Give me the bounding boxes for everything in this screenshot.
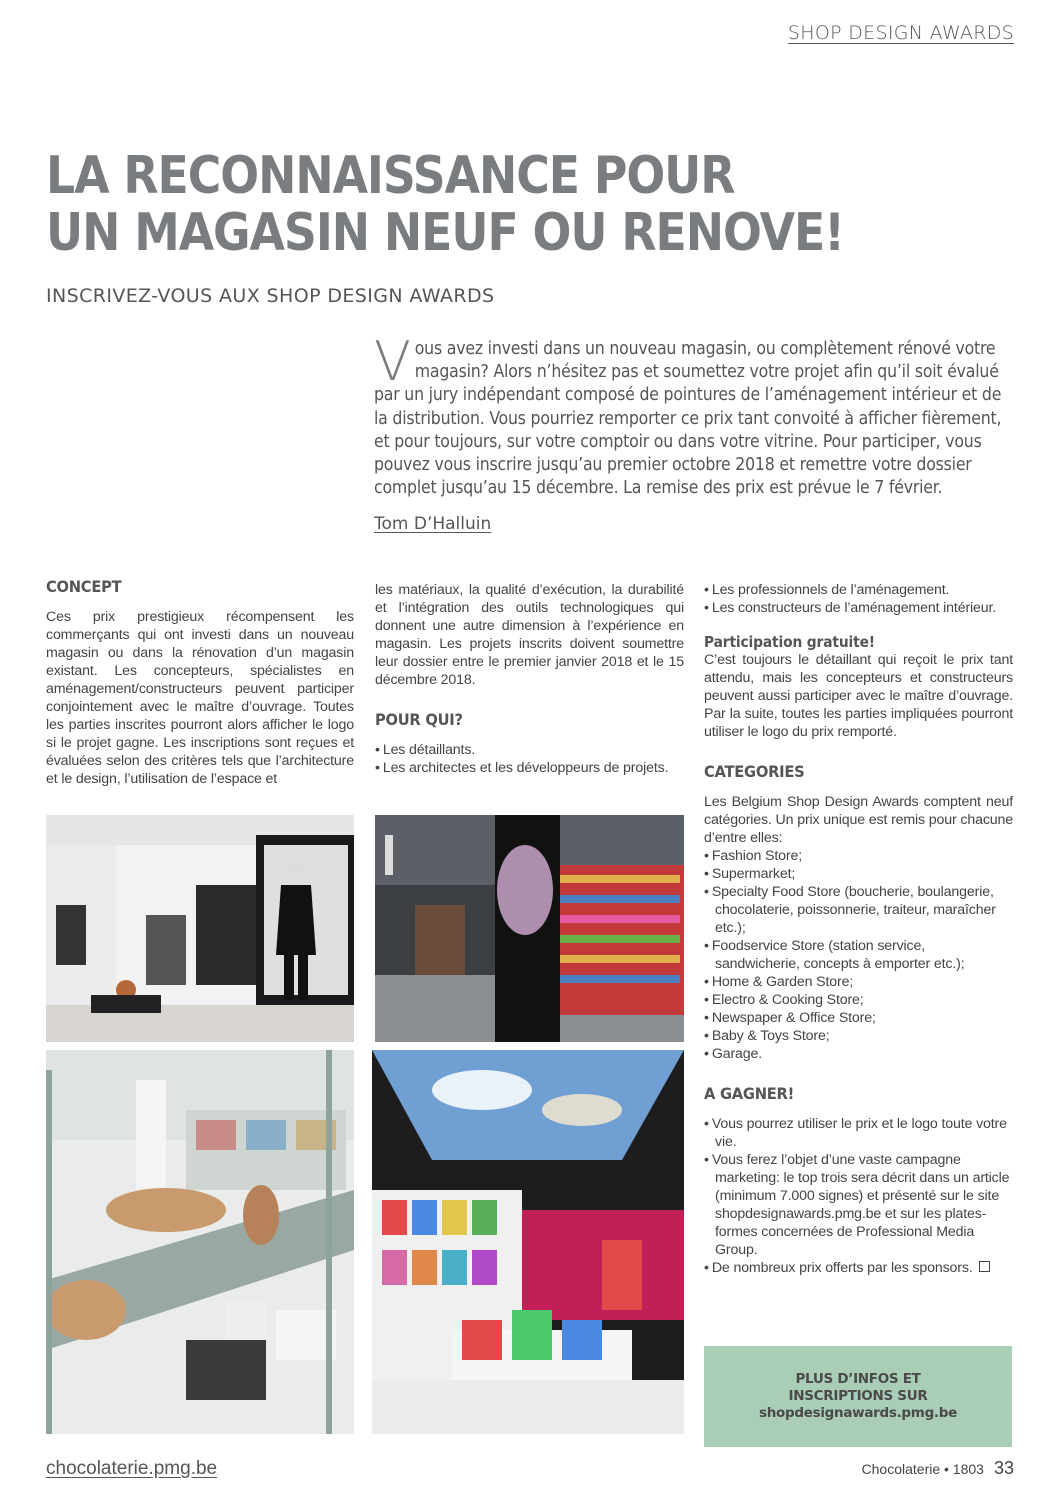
categories-heading: CATEGORIES	[704, 762, 805, 781]
list-item: • Baby & Toys Store;	[704, 1027, 1013, 1045]
photo-newspaper-store	[372, 1050, 684, 1434]
list-item: • Foodservice Store (station service, sandwicherie, concepts à emporter etc.);	[704, 937, 1013, 973]
info-box-url[interactable]: shopdesignawards.pmg.be	[759, 1405, 957, 1421]
footer-folio	[862, 1458, 1014, 1479]
pour-qui-heading: POUR QUI?	[375, 710, 463, 729]
magazine-issue: Chocolaterie • 1803	[861, 1461, 984, 1477]
list-item: • Supermarket;	[704, 865, 1013, 883]
categories-intro: Les Belgium Shop Design Awards comptent neuf catégories. Un prix unique est remis pour chacune d’entre elles:	[704, 794, 1013, 846]
intro-text: ous avez investi dans un nouveau magasin, ou complètement rénové votre magasin? Alors n’hésitez pas et soumettez votre projet afin qu’il soit évalué par un jury indépendant composé de pointures de l’aménagement intérieur et de la distribution. Vous pourriez remporter ce prix tant convoité à afficher fièrement, et pour toujours, sur votre comptoir ou dans votre vitrine. Pour participer, vous pouvez vous inscrire jusqu’au premier octobre 2018 et remettre votre dossier complet jusqu’au 15 décembre. La remise des prix est prévue le 7 février.	[374, 339, 1002, 499]
concept-text-continued: les matériaux, la qualité d’exécution, la durabilité et l’intégration des outils technologiques qui donnent une autre dimension à l’expérience en magasin. Les projets inscrits doivent soumettre leur dossier entre le premier janvier 2018 et le 15 décembre 2018.	[375, 582, 684, 688]
photo-home-store	[46, 1050, 354, 1434]
participation-heading: Participation gratuite!	[704, 633, 875, 651]
page-number: 33	[993, 1458, 1014, 1478]
info-box-line-1: PLUS D’INFOS ET	[795, 1371, 921, 1387]
photo-fashion-store	[46, 815, 354, 1042]
pour-qui-list	[375, 741, 684, 777]
categories-list	[704, 847, 1013, 1063]
list-item: • Les professionnels de l’aménagement.	[704, 581, 1013, 599]
section-tag: SHOP DESIGN AWARDS	[787, 22, 1014, 44]
footer-url-link[interactable]: chocolaterie.pmg.be	[46, 1458, 218, 1479]
author-link[interactable]: Tom D’Halluin	[374, 514, 492, 534]
a-gagner-list	[704, 1115, 1013, 1277]
end-mark-icon	[979, 1261, 990, 1272]
participation-text: C’est toujours le détaillant qui reçoit le prix tant attendu, mais les concepteurs et constructeurs peuvent aussi participer avec le maître d’ouvrage. Par la suite, toutes les parties impliquées pourront utiliser le logo du prix remporté.	[704, 652, 1013, 740]
info-box	[704, 1346, 1012, 1447]
list-item: • Les architectes et les développeurs de projets.	[375, 759, 684, 777]
dropcap: V	[374, 330, 411, 393]
list-item: • Electro & Cooking Store;	[704, 991, 1013, 1009]
info-box-line-2: INSCRIPTIONS SUR	[788, 1388, 928, 1404]
list-item: • Home & Garden Store;	[704, 973, 1013, 991]
list-item: • Newspaper & Office Store;	[704, 1009, 1013, 1027]
column-1	[46, 578, 354, 788]
concept-heading: CONCEPT	[46, 577, 122, 596]
list-item: • Les détaillants.	[375, 741, 684, 759]
list-item: • Garage.	[704, 1045, 1013, 1063]
photo-supermarket	[375, 815, 684, 1042]
list-item: • Vous ferez l’objet d’une vaste campagne marketing: le top trois sera décrit dans un article (minimum 7.000 signes) et présenté sur le site shopdesignawards.pmg.be et sur les plates-formes concernées de Professional Media Group.	[704, 1151, 1013, 1259]
list-item: • Specialty Food Store (boucherie, boulangerie, chocolaterie, poissonnerie, traiteur, maraîcher etc.);	[704, 883, 1013, 937]
list-item	[704, 1259, 1013, 1277]
pour-qui-list-continued	[704, 581, 1013, 617]
headline-line-2: UN MAGASIN NEUF OU RENOVE!	[46, 203, 844, 263]
column-3	[704, 581, 1013, 1277]
subhead: INSCRIVEZ-VOUS AUX SHOP DESIGN AWARDS	[46, 285, 495, 307]
column-2	[375, 581, 684, 777]
intro-paragraph	[374, 330, 1014, 500]
list-item: • Les constructeurs de l’aménagement intérieur.	[704, 599, 1013, 617]
concept-text: Ces prix prestigieux récompensent les commerçants qui ont investi dans un nouveau magasin ou dans la rénovation d’un magasin existant. Les concepteurs, spécialistes en aménagement/constructeurs peuvent participer conjointement avec le maître d’ouvrage. Toutes les parties inscrites pourront alors afficher le logo si le projet gagne. Les inscriptions sont reçues et évaluées selon des critères tels que l’architecture et le design, l’utilisation de l’espace et	[46, 609, 354, 787]
headline-line-1: LA RECONNAISSANCE POUR	[46, 146, 735, 206]
list-item: • Fashion Store;	[704, 847, 1013, 865]
list-item: • Vous pourrez utiliser le prix et le logo toute votre vie.	[704, 1115, 1013, 1151]
headline	[46, 146, 844, 263]
list-item-text: De nombreux prix offerts par les sponsors.	[711, 1260, 973, 1276]
a-gagner-heading: A GAGNER!	[704, 1084, 795, 1103]
